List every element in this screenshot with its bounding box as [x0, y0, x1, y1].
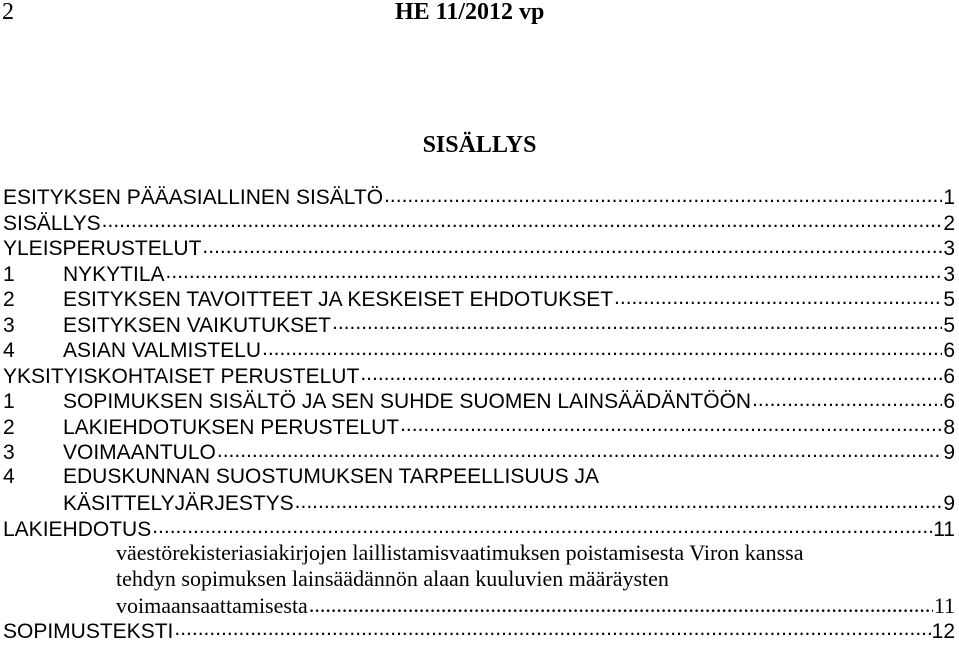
toc-title-text: SISÄLLYS: [422, 132, 537, 158]
toc-entry-page: 9: [943, 441, 955, 464]
toc-entry-label: LAKIEHDOTUS: [3, 517, 152, 541]
toc-entry[interactable]: [3, 234, 955, 260]
toc-entry-label: NYKYTILA: [63, 262, 165, 286]
toc-leader-dots: [174, 617, 930, 638]
toc-entry-page: 1: [943, 186, 955, 209]
toc-leader-dots: [152, 515, 932, 536]
page-number: 2: [2, 0, 14, 25]
toc-entry-label: KÄSITTELYJÄRJESTYS: [63, 492, 294, 515]
toc-entry-number: 2: [3, 288, 15, 311]
toc-entry-page: 3: [943, 237, 955, 260]
toc-entry-label: YLEISPERUSTELUT: [3, 237, 202, 260]
toc-entry-label: EDUSKUNNAN SUOSTUMUKSEN TARPEELLISUUS JA: [63, 464, 600, 488]
toc-entry[interactable]: [3, 387, 955, 413]
toc-leader-dots: [202, 234, 942, 255]
toc-entry[interactable]: [3, 311, 955, 337]
toc-entry-number: 2: [3, 415, 15, 439]
toc-entry[interactable]: [3, 336, 955, 362]
toc-entry[interactable]: [3, 413, 955, 439]
toc-entry[interactable]: [3, 617, 955, 643]
toc-entry-page: 8: [943, 415, 955, 439]
toc-entry-page: 5: [943, 313, 955, 337]
toc-entry-number: 4: [3, 464, 15, 488]
toc-entry-page: 6: [943, 339, 955, 362]
toc-entry-label: SISÄLLYS: [3, 211, 101, 235]
toc-entry-number: 1: [3, 390, 15, 413]
toc-entry[interactable]: [3, 362, 955, 388]
toc-leader-dots: [360, 362, 942, 383]
toc-entry-label: SOPIMUKSEN SISÄLTÖ JA SEN SUHDE SUOMEN LAINSÄÄDÄNTÖÖN: [63, 390, 752, 413]
toc-entry-page: 9: [943, 492, 955, 515]
toc-entry[interactable]: [3, 183, 955, 209]
toc-leader-dots: [295, 489, 943, 510]
toc-leader-dots: [614, 285, 942, 306]
toc-entry[interactable]: [3, 285, 955, 311]
toc-entry-page: 11: [933, 517, 955, 541]
toc-entry-page: 2: [943, 211, 955, 235]
toc-leader-dots: [102, 209, 943, 230]
toc-leader-dots: [384, 183, 942, 204]
toc-entry-number: 3: [3, 313, 15, 337]
toc-entry-page: 6: [943, 390, 955, 413]
toc-leader-dots: [217, 438, 942, 459]
toc-entry-label: voimaansaattamisesta: [116, 593, 308, 618]
toc-entry[interactable]: [3, 464, 955, 490]
toc-entry-page: 3: [943, 262, 955, 286]
law-entry-line[interactable]: tehdyn sopimuksen lainsäädännön alaan kuuluvien määräysten: [116, 565, 669, 591]
document-id: HE 11/2012 vp: [395, 0, 545, 25]
toc-leader-dots: [332, 311, 942, 332]
toc-leader-dots: [752, 387, 942, 408]
toc-entry[interactable]: [3, 260, 955, 286]
toc-entry[interactable]: [3, 591, 955, 617]
toc-entry-number: 3: [3, 441, 15, 464]
toc-entry-label: ESITYKSEN PÄÄASIALLINEN SISÄLTÖ: [3, 186, 384, 209]
law-entry-line[interactable]: väestörekisteriasiakirjojen laillistamisvaatimuksen poistamisesta Viron kanssa: [116, 540, 804, 565]
toc-leader-dots: [166, 260, 943, 281]
toc-entry-page: 11: [933, 593, 955, 618]
toc-entry-number: 4: [3, 339, 15, 362]
toc-leader-dots: [262, 336, 942, 357]
toc-leader-dots: [400, 413, 942, 434]
toc-entry-number: 1: [3, 262, 15, 286]
toc-entry-label: ASIAN VALMISTELU: [63, 339, 262, 362]
toc-entry[interactable]: [3, 209, 955, 235]
toc-entry-page: 5: [943, 288, 955, 311]
toc-entry-continuation[interactable]: [3, 489, 955, 515]
table-of-contents: [3, 183, 955, 642]
toc-entry[interactable]: [3, 515, 955, 541]
toc-entry-label: SOPIMUSTEKSTI: [3, 619, 174, 643]
toc-entry-label: YKSITYISKOHTAISET PERUSTELUT: [3, 364, 360, 388]
toc-entry-page: 12: [931, 619, 955, 643]
toc-entry-label: ESITYKSEN TAVOITTEET JA KESKEISET EHDOTUKSET: [63, 288, 614, 311]
toc-entry-label: VOIMAANTULO: [63, 441, 216, 464]
toc-title: [0, 131, 959, 159]
toc-entry-page: 6: [943, 364, 955, 388]
toc-entry-label: ESITYKSEN VAIKUTUKSET: [63, 313, 332, 337]
toc-entry-label: LAKIEHDOTUKSEN PERUSTELUT: [63, 415, 400, 439]
toc-entry[interactable]: [3, 438, 955, 464]
toc-leader-dots: [309, 591, 933, 613]
